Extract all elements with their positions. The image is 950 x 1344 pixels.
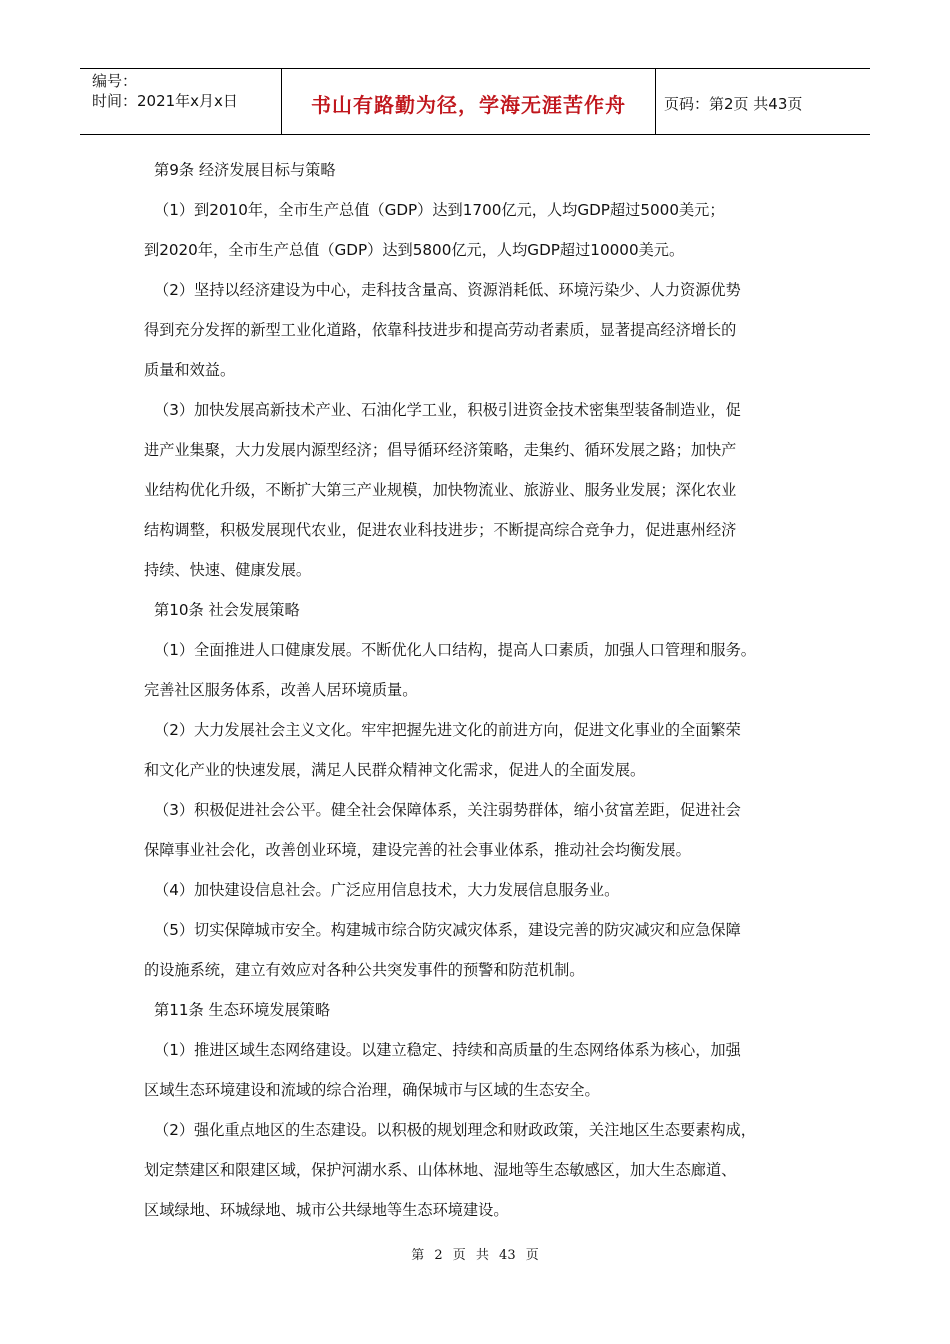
paragraph-line: 完善社区服务体系，改善人居环境质量。 <box>144 681 418 699</box>
page-footer: 第 2 页 共 43 页 <box>411 1248 539 1263</box>
paragraph-line: （5）切实保障城市安全。构建城市综合防灾减灾体系，建设完善的防灾减灾和应急保障 <box>154 921 741 939</box>
paragraph-line: 到2020年，全市生产总值（GDP）达到5800亿元，人均GDP超过10000美元。 <box>144 241 685 259</box>
document-number-label: 编号： <box>92 72 138 90</box>
paragraph-line: 进产业集聚，大力发展内源型经济；倡导循环经济策略，走集约、循环发展之路；加快产 <box>144 441 737 459</box>
document-body <box>144 150 820 1230</box>
article-heading: 第9条 经济发展目标与策略 <box>154 161 336 179</box>
header-meta <box>80 69 282 134</box>
paragraph-line: （3）加快发展高新技术产业、石油化学工业，积极引进资金技术密集型装备制造业，促 <box>154 401 741 419</box>
paragraph-line: 保障事业社会化，改善创业环境，建设完善的社会事业体系，推动社会均衡发展。 <box>144 841 691 859</box>
paragraph-line: （4）加快建设信息社会。广泛应用信息技术，大力发展信息服务业。 <box>154 881 620 899</box>
paragraph-line: （2）强化重点地区的生态建设。以积极的规划理念和财政政策，关注地区生态要素构成， <box>154 1121 756 1139</box>
paragraph-line: 区域生态环境建设和流域的综合治理，确保城市与区域的生态安全。 <box>144 1081 600 1099</box>
paragraph-line: 的设施系统，建立有效应对各种公共突发事件的预警和防范机制。 <box>144 961 585 979</box>
article-heading: 第10条 社会发展策略 <box>154 601 300 619</box>
paragraph-line: （2）大力发展社会主义文化。牢牢把握先进文化的前进方向，促进文化事业的全面繁荣 <box>154 721 741 739</box>
document-header <box>80 68 870 135</box>
paragraph-line: 区域绿地、环城绿地、城市公共绿地等生态环境建设。 <box>144 1201 509 1219</box>
paragraph-line: 业结构优化升级，不断扩大第三产业规模，加快物流业、旅游业、服务业发展；深化农业 <box>144 481 737 499</box>
paragraph-line: 和文化产业的快速发展，满足人民群众精神文化需求，促进人的全面发展。 <box>144 761 646 779</box>
paragraph-line: （1）推进区域生态网络建设。以建立稳定、持续和高质量的生态网络体系为核心，加强 <box>154 1041 741 1059</box>
paragraph-line: 结构调整，积极发展现代农业，促进农业科技进步；不断提高综合竞争力，促进惠州经济 <box>144 521 737 539</box>
paragraph-line: （3）积极促进社会公平。健全社会保障体系，关注弱势群体，缩小贫富差距，促进社会 <box>154 801 741 819</box>
paragraph-line: 质量和效益。 <box>144 361 236 379</box>
paragraph-line: 划定禁建区和限建区域，保护河湖水系、山体林地、湿地等生态敏感区，加大生态廊道、 <box>144 1161 737 1179</box>
article-heading: 第11条 生态环境发展策略 <box>154 1001 331 1019</box>
paragraph-line: （1）全面推进人口健康发展。不断优化人口结构，提高人口素质，加强人口管理和服务。 <box>154 641 756 659</box>
document-date: 时间：2021年x月x日 <box>92 92 238 110</box>
header-motto: 书山有路勤为径，学海无涯苦作舟 <box>282 69 656 134</box>
paragraph-line: （1）到2010年，全市生产总值（GDP）达到1700亿元，人均GDP超过5000美元； <box>154 201 725 219</box>
paragraph-line: （2）坚持以经济建设为中心，走科技含量高、资源消耗低、环境污染少、人力资源优势 <box>154 281 741 299</box>
header-page-info: 页码：第2页 共43页 <box>664 95 803 113</box>
paragraph-line: 得到充分发挥的新型工业化道路，依靠科技进步和提高劳动者素质，显著提高经济增长的 <box>144 321 737 339</box>
paragraph-line: 持续、快速、健康发展。 <box>144 561 312 579</box>
